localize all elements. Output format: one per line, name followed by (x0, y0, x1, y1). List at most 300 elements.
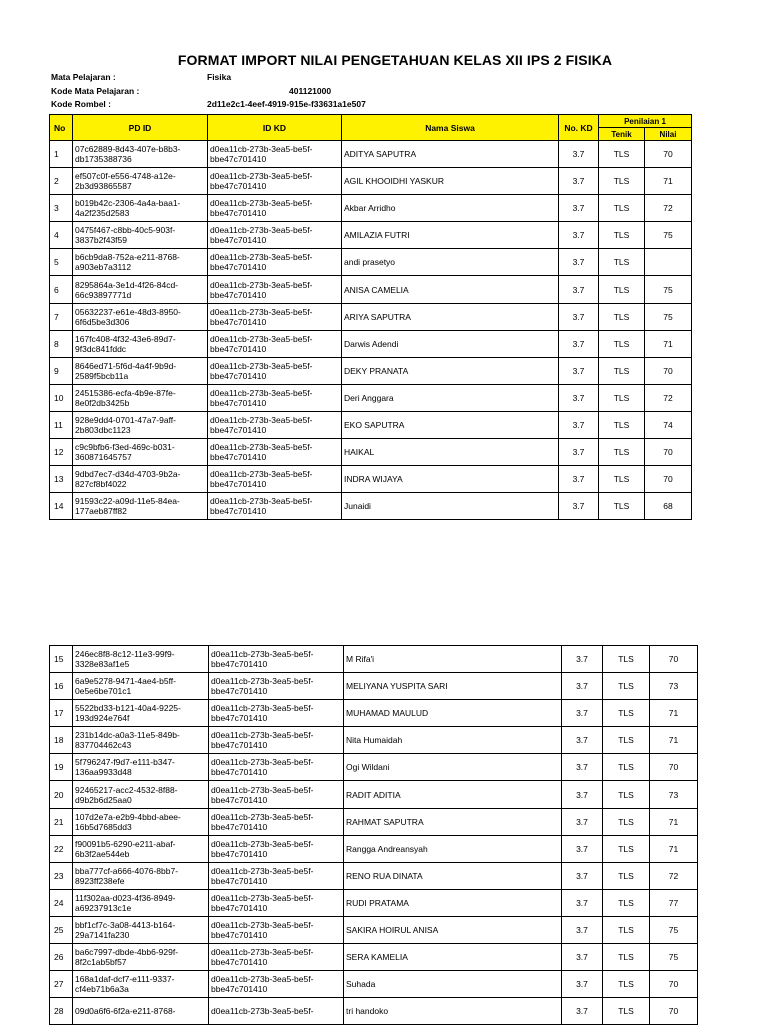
row-pd-id (73, 384, 208, 411)
row-pd-id (73, 439, 208, 466)
row-no: 25 (50, 916, 73, 943)
row-pd-id-line-1: 107d2e7a-e2b9-4bbd-abee- (75, 811, 181, 822)
header-pd-id: PD ID (73, 115, 208, 141)
row-pd-id-line-1: 0475f467-c8bb-40c5-903f- (75, 225, 176, 236)
row-id-kd-line-2: bbe47c701410 (211, 659, 268, 670)
row-id-kd-line-1: d0ea11cb-273b-3ea5-be5f- (210, 333, 313, 344)
row-pd-id-line-1: b019b42c-2306-4a4a-baa1- (75, 198, 181, 209)
row-id-kd-line-2: bbe47c701410 (211, 794, 268, 805)
row-nilai: 71 (645, 330, 692, 357)
row-id-kd-line-1: d0ea11cb-273b-3ea5-be5f- (211, 919, 314, 930)
table-row (50, 330, 692, 357)
row-id-kd (208, 357, 342, 384)
row-id-kd (208, 493, 342, 520)
row-pd-id-line-2: 827cf8bf4022 (75, 479, 127, 490)
row-id-kd (209, 727, 344, 754)
row-no: 10 (50, 384, 73, 411)
row-pd-id-line-2: 3837b2f43f59 (75, 235, 127, 246)
row-pd-id-line-2: 0e5e6be701c1 (75, 686, 132, 697)
row-nilai: 70 (650, 971, 698, 998)
table-row (50, 916, 698, 943)
row-teknik: TLS (603, 754, 650, 781)
row-id-kd-line-1: d0ea11cb-273b-3ea5-be5f- (211, 703, 314, 714)
row-pd-id-line-2: 837704462c43 (75, 740, 132, 751)
row-nama-siswa: Akbar Arridho (342, 195, 559, 222)
row-pd-id-line-1: ba6c7997-dbde-4bb6-929f- (75, 947, 179, 958)
row-no-kd: 3.7 (562, 862, 603, 889)
row-no-kd: 3.7 (559, 168, 599, 195)
table-row (50, 411, 692, 438)
row-no-kd: 3.7 (562, 700, 603, 727)
table-row (50, 646, 698, 673)
row-no: 14 (50, 493, 73, 520)
row-teknik: TLS (603, 862, 650, 889)
table-row (50, 944, 698, 971)
row-nilai: 74 (645, 411, 692, 438)
row-no: 5 (50, 249, 73, 276)
row-teknik: TLS (603, 646, 650, 673)
row-no: 24 (50, 889, 73, 916)
row-id-kd-line-2: bbe47c701410 (211, 929, 268, 940)
row-id-kd-line-2: bbe47c701410 (211, 767, 268, 778)
row-id-kd-line-1: d0ea11cb-273b-3ea5-be5f- (211, 892, 314, 903)
row-no: 26 (50, 944, 73, 971)
row-id-kd (209, 700, 344, 727)
row-no-kd: 3.7 (562, 835, 603, 862)
row-teknik: TLS (599, 384, 645, 411)
row-id-kd (208, 439, 342, 466)
table-row (50, 276, 692, 303)
row-id-kd-line-2: bbe47c701410 (211, 740, 268, 751)
row-nama-siswa: MELIYANA YUSPITA SARI (344, 673, 562, 700)
row-id-kd-line-2: bbe47c701410 (211, 848, 268, 859)
rombel-label: Kode Rombel : (51, 99, 111, 109)
row-id-kd-line-1: d0ea11cb-273b-3ea5-be5f- (210, 496, 313, 507)
row-id-kd-line-2: bbe47c701410 (210, 262, 267, 273)
row-nama-siswa: Suhada (344, 971, 562, 998)
row-pd-id (73, 249, 208, 276)
row-pd-id (73, 195, 208, 222)
row-nama-siswa: Rangga Andreansyah (344, 835, 562, 862)
row-pd-id-line-1: 9dbd7ec7-d34d-4703-9b2a- (75, 469, 181, 480)
row-id-kd (209, 998, 344, 1025)
row-no: 8 (50, 330, 73, 357)
row-pd-id (73, 889, 209, 916)
row-id-kd-line-1: d0ea11cb-273b-3ea5-be5f- (210, 469, 313, 480)
row-id-kd-line-2: bbe47c701410 (210, 208, 267, 219)
row-nama-siswa: Deri Anggara (342, 384, 559, 411)
row-nama-siswa: ADITYA SAPUTRA (342, 141, 559, 168)
row-nilai: 73 (650, 781, 698, 808)
row-no-kd: 3.7 (562, 971, 603, 998)
row-teknik: TLS (599, 303, 645, 330)
table-row (50, 673, 698, 700)
row-id-kd (208, 411, 342, 438)
row-pd-id-line-2: 16b5d7685dd3 (75, 821, 132, 832)
row-pd-id-line-2: 2b803dbc1123 (75, 424, 131, 435)
row-nama-siswa: AGIL KHOOIDHI YASKUR (342, 168, 559, 195)
row-pd-id (73, 276, 208, 303)
row-pd-id-line-2: a903eb7a3112 (75, 262, 132, 273)
row-nilai: 72 (650, 862, 698, 889)
table-row (50, 357, 692, 384)
row-id-kd (209, 673, 344, 700)
row-teknik: TLS (599, 195, 645, 222)
row-pd-id-line-2: 4a2f235d2583 (75, 208, 130, 219)
row-no: 19 (50, 754, 73, 781)
row-teknik: TLS (603, 835, 650, 862)
row-pd-id-line-2: 9f3dc841fddc (75, 343, 127, 354)
row-pd-id-line-1: f90091b5-6290-e211-abaf- (75, 838, 176, 849)
row-id-kd-line-2: bbe47c701410 (210, 181, 267, 192)
table-row (50, 808, 698, 835)
row-no: 1 (50, 141, 73, 168)
row-no: 13 (50, 466, 73, 493)
row-nama-siswa: RAHMAT SAPUTRA (344, 808, 562, 835)
row-no-kd: 3.7 (562, 727, 603, 754)
row-pd-id (73, 808, 209, 835)
row-id-kd-line-1: d0ea11cb-273b-3ea5-be5f- (210, 171, 313, 182)
row-no: 18 (50, 727, 73, 754)
row-nilai: 70 (645, 466, 692, 493)
row-pd-id (73, 357, 208, 384)
row-id-kd (208, 466, 342, 493)
row-nama-siswa: EKO SAPUTRA (342, 411, 559, 438)
table-row (50, 493, 692, 520)
row-pd-id-line-1: 231b14dc-a0a3-11e5-849b- (75, 730, 180, 741)
row-no-kd: 3.7 (559, 249, 599, 276)
row-nama-siswa: INDRA WIJAYA (342, 466, 559, 493)
row-nama-siswa: M Rifa'i (344, 646, 562, 673)
row-no-kd: 3.7 (559, 330, 599, 357)
row-nama-siswa: Nita Humaidah (344, 727, 562, 754)
header-teknik: Tenik (599, 128, 645, 141)
table-row (50, 195, 692, 222)
row-no: 27 (50, 971, 73, 998)
row-no: 2 (50, 168, 73, 195)
row-pd-id-line-1: c9c9bfb6-f3ed-469c-b031- (75, 442, 175, 453)
row-id-kd-line-1: d0ea11cb-273b-3ea5-be5f- (210, 225, 313, 236)
row-nama-siswa: andi prasetyo (342, 249, 559, 276)
row-pd-id (73, 493, 208, 520)
row-pd-id (73, 646, 209, 673)
row-id-kd-line-1: d0ea11cb-273b-3ea5-be5f- (210, 306, 313, 317)
table-row (50, 971, 698, 998)
row-id-kd (209, 835, 344, 862)
row-pd-id-line-1: 05632237-e61e-48d3-8950- (75, 306, 181, 317)
row-nilai: 70 (650, 646, 698, 673)
row-pd-id (73, 835, 209, 862)
row-teknik: TLS (603, 916, 650, 943)
row-pd-id-line-2: 2b3d93865587 (75, 181, 132, 192)
row-no: 6 (50, 276, 73, 303)
row-teknik: TLS (603, 700, 650, 727)
header-nama-siswa: Nama Siswa (342, 115, 559, 141)
row-teknik: TLS (599, 168, 645, 195)
row-pd-id-line-1: 5522bd33-b121-40a4-9225- (75, 703, 181, 714)
row-no-kd: 3.7 (562, 944, 603, 971)
table-row (50, 384, 692, 411)
table-row (50, 249, 692, 276)
row-nama-siswa: ARIYA SAPUTRA (342, 303, 559, 330)
row-pd-id-line-2: d9b2b6d25aa0 (75, 794, 132, 805)
row-id-kd-line-1: d0ea11cb-273b-3ea5-be5f- (211, 730, 314, 741)
row-pd-id-line-2: 177aeb87ff82 (75, 506, 127, 517)
table-row (50, 222, 692, 249)
row-id-kd-line-2: bbe47c701410 (210, 370, 267, 381)
row-no-kd: 3.7 (562, 998, 603, 1025)
row-id-kd-line-1: d0ea11cb-273b-3ea5-be5f- (211, 676, 314, 687)
row-nama-siswa: SERA KAMELIA (344, 944, 562, 971)
row-id-kd-line-2: bbe47c701410 (211, 686, 268, 697)
row-nama-siswa: RENO RUA DINATA (344, 862, 562, 889)
row-pd-id-line-2: cf4eb71b6a3a (75, 984, 129, 995)
row-id-kd-line-2: bbe47c701410 (210, 343, 267, 354)
row-teknik: TLS (599, 276, 645, 303)
table-row (50, 727, 698, 754)
table-row (50, 998, 698, 1025)
row-teknik: TLS (599, 222, 645, 249)
row-no: 4 (50, 222, 73, 249)
row-nama-siswa: AMILAZIA FUTRI (342, 222, 559, 249)
row-id-kd (208, 384, 342, 411)
table-row (50, 168, 692, 195)
row-id-kd (208, 222, 342, 249)
row-pd-id (73, 754, 209, 781)
row-nilai: 75 (650, 916, 698, 943)
row-no-kd: 3.7 (559, 141, 599, 168)
row-teknik: TLS (599, 493, 645, 520)
row-pd-id-line-1: ef507c0f-e556-4748-a12e- (75, 171, 176, 182)
row-no-kd: 3.7 (559, 384, 599, 411)
row-id-kd-line-1: d0ea11cb-273b-3ea5-be5f- (211, 1006, 314, 1017)
row-teknik: TLS (599, 330, 645, 357)
row-no-kd: 3.7 (562, 673, 603, 700)
row-nilai: 70 (645, 141, 692, 168)
row-id-kd-line-2: bbe47c701410 (210, 479, 267, 490)
row-no: 28 (50, 998, 73, 1025)
row-no-kd: 3.7 (559, 276, 599, 303)
row-nilai: 71 (650, 808, 698, 835)
row-pd-id-line-1: 167fc408-4f32-43e6-89d7- (75, 333, 176, 344)
row-id-kd-line-1: d0ea11cb-273b-3ea5-be5f- (210, 252, 313, 263)
header-penilaian: Penilaian 1 (599, 115, 692, 128)
row-nama-siswa: Darwis Adendi (342, 330, 559, 357)
row-teknik: TLS (603, 971, 650, 998)
row-nilai (645, 249, 692, 276)
row-no: 22 (50, 835, 73, 862)
row-pd-id-line-2: 136aa9933d48 (75, 767, 132, 778)
row-pd-id-line-1: 92465217-acc2-4532-8f88- (75, 784, 178, 795)
row-nilai: 77 (650, 889, 698, 916)
row-pd-id-line-1: 24515386-ecfa-4b9e-87fe- (75, 387, 176, 398)
row-id-kd-line-2: bbe47c701410 (210, 235, 267, 246)
row-id-kd-line-1: d0ea11cb-273b-3ea5-be5f- (210, 387, 313, 398)
row-pd-id-line-2: a69237913c1e (75, 902, 132, 913)
row-nilai: 70 (650, 754, 698, 781)
row-pd-id-line-2: db1735388736 (75, 154, 132, 165)
row-teknik: TLS (599, 249, 645, 276)
row-id-kd-line-1: d0ea11cb-273b-3ea5-be5f- (211, 947, 314, 958)
row-id-kd-line-2: bbe47c701410 (211, 957, 268, 968)
row-no-kd: 3.7 (559, 466, 599, 493)
row-id-kd-line-2: bbe47c701410 (210, 397, 267, 408)
row-nilai: 72 (645, 384, 692, 411)
row-pd-id-line-2: 3328e83af1e5 (75, 659, 130, 670)
row-nilai: 71 (645, 168, 692, 195)
rombel-value: 2d11e2c1-4eef-4919-915e-f33631a1e507 (207, 99, 366, 109)
row-pd-id-line-2: 8923ff238efe (75, 875, 125, 886)
row-no-kd: 3.7 (559, 303, 599, 330)
row-pd-id (73, 727, 209, 754)
row-no: 21 (50, 808, 73, 835)
row-no: 11 (50, 411, 73, 438)
row-no-kd: 3.7 (562, 781, 603, 808)
row-pd-id (73, 862, 209, 889)
row-teknik: TLS (599, 439, 645, 466)
row-id-kd (209, 646, 344, 673)
row-no-kd: 3.7 (562, 889, 603, 916)
row-id-kd-line-2: bbe47c701410 (211, 875, 268, 886)
row-nilai: 72 (645, 195, 692, 222)
page-title: FORMAT IMPORT NILAI PENGETAHUAN KELAS XII IPS 2 FISIKA (177, 52, 613, 68)
row-id-kd-line-1: d0ea11cb-273b-3ea5-be5f- (210, 144, 313, 155)
row-no: 12 (50, 439, 73, 466)
row-nama-siswa: Junaidi (342, 493, 559, 520)
row-pd-id-line-2: 2589f5bcb11a (75, 370, 129, 381)
row-id-kd-line-2: bbe47c701410 (211, 821, 268, 832)
row-no: 3 (50, 195, 73, 222)
row-id-kd-line-1: d0ea11cb-273b-3ea5-be5f- (211, 838, 314, 849)
row-nilai: 73 (650, 673, 698, 700)
row-pd-id (73, 303, 208, 330)
row-no-kd: 3.7 (562, 808, 603, 835)
row-id-kd (209, 971, 344, 998)
nilai-table-page-2 (49, 645, 698, 1025)
row-no: 9 (50, 357, 73, 384)
row-nama-siswa: RADIT ADITIA (344, 781, 562, 808)
row-teknik: TLS (603, 889, 650, 916)
row-id-kd-line-2: bbe47c701410 (210, 506, 267, 517)
row-nilai: 68 (645, 493, 692, 520)
row-id-kd (208, 168, 342, 195)
row-teknik: TLS (603, 727, 650, 754)
row-no-kd: 3.7 (559, 411, 599, 438)
row-pd-id (73, 411, 208, 438)
row-no: 23 (50, 862, 73, 889)
row-nama-siswa: SAKIRA HOIRUL ANISA (344, 916, 562, 943)
row-no-kd: 3.7 (562, 646, 603, 673)
row-id-kd (209, 862, 344, 889)
row-id-kd (209, 916, 344, 943)
row-pd-id-line-1: 8646ed71-5f6d-4a4f-9b9d- (75, 360, 177, 371)
table-row (50, 439, 692, 466)
table-row (50, 781, 698, 808)
table-row (50, 700, 698, 727)
row-teknik: TLS (603, 781, 650, 808)
row-id-kd-line-1: d0ea11cb-273b-3ea5-be5f- (210, 442, 313, 453)
row-id-kd (208, 141, 342, 168)
row-pd-id (73, 781, 209, 808)
row-pd-id (73, 222, 208, 249)
nilai-table-page-1 (49, 114, 692, 520)
row-nilai: 75 (645, 276, 692, 303)
row-id-kd-line-1: d0ea11cb-273b-3ea5-be5f- (211, 784, 314, 795)
row-nilai: 75 (645, 303, 692, 330)
row-pd-id (73, 971, 209, 998)
row-id-kd (208, 330, 342, 357)
row-id-kd-line-2: bbe47c701410 (210, 316, 267, 327)
row-id-kd-line-2: bbe47c701410 (210, 452, 267, 463)
row-id-kd-line-1: d0ea11cb-273b-3ea5-be5f- (211, 757, 314, 768)
row-no: 17 (50, 700, 73, 727)
row-nama-siswa: MUHAMAD MAULUD (344, 700, 562, 727)
row-nilai: 70 (650, 998, 698, 1025)
table-row (50, 835, 698, 862)
row-teknik: TLS (599, 141, 645, 168)
row-pd-id-line-1: b6cb9da8-752a-e211-8768- (75, 252, 180, 263)
table-row (50, 466, 692, 493)
row-pd-id-line-1: 8295864a-3e1d-4f26-84cd- (75, 279, 179, 290)
row-pd-id (73, 168, 208, 195)
row-pd-id-line-1: 928e9dd4-0701-47a7-9aff- (75, 414, 176, 425)
header-no-kd: No. KD (559, 115, 599, 141)
row-nilai: 71 (650, 835, 698, 862)
row-nama-siswa: Ogi Wildani (344, 754, 562, 781)
row-nilai: 70 (645, 439, 692, 466)
row-id-kd (209, 944, 344, 971)
row-nilai: 71 (650, 700, 698, 727)
row-id-kd-line-1: d0ea11cb-273b-3ea5-be5f- (211, 974, 314, 985)
row-no-kd: 3.7 (562, 754, 603, 781)
kode-mapel-label: Kode Mata Pelajaran : (51, 86, 140, 96)
kode-mapel-value: 401121000 (289, 86, 332, 96)
row-no-kd: 3.7 (562, 916, 603, 943)
row-id-kd-line-1: d0ea11cb-273b-3ea5-be5f- (210, 279, 313, 290)
row-no: 15 (50, 646, 73, 673)
row-teknik: TLS (599, 411, 645, 438)
table-row (50, 141, 692, 168)
row-id-kd (209, 781, 344, 808)
row-pd-id-line-2: 6b3f2ae544eb (75, 848, 130, 859)
row-id-kd (209, 808, 344, 835)
row-id-kd (208, 276, 342, 303)
row-teknik: TLS (599, 466, 645, 493)
row-id-kd (209, 889, 344, 916)
row-pd-id-line-1: 09d0a6f6-6f2a-e211-8768- (75, 1006, 176, 1017)
row-nama-siswa: RUDI PRATAMA (344, 889, 562, 916)
row-no: 16 (50, 673, 73, 700)
row-pd-id-line-2: 66c93897771d (75, 289, 132, 300)
row-pd-id-line-1: 5f796247-f9d7-e111-b347- (75, 757, 175, 768)
row-id-kd-line-1: d0ea11cb-273b-3ea5-be5f- (211, 649, 314, 660)
row-no-kd: 3.7 (559, 222, 599, 249)
row-no-kd: 3.7 (559, 195, 599, 222)
row-pd-id (73, 700, 209, 727)
row-id-kd-line-2: bbe47c701410 (211, 984, 268, 995)
row-no-kd: 3.7 (559, 493, 599, 520)
row-id-kd-line-2: bbe47c701410 (210, 289, 267, 300)
row-nama-siswa: tri handoko (344, 998, 562, 1025)
row-pd-id-line-1: 168a1daf-dcf7-e111-9337- (75, 974, 175, 985)
row-id-kd (208, 249, 342, 276)
header-no: No (50, 115, 73, 141)
row-no: 7 (50, 303, 73, 330)
row-id-kd-line-2: bbe47c701410 (211, 713, 268, 724)
row-teknik: TLS (603, 808, 650, 835)
row-teknik: TLS (599, 357, 645, 384)
row-id-kd-line-2: bbe47c701410 (210, 424, 267, 435)
